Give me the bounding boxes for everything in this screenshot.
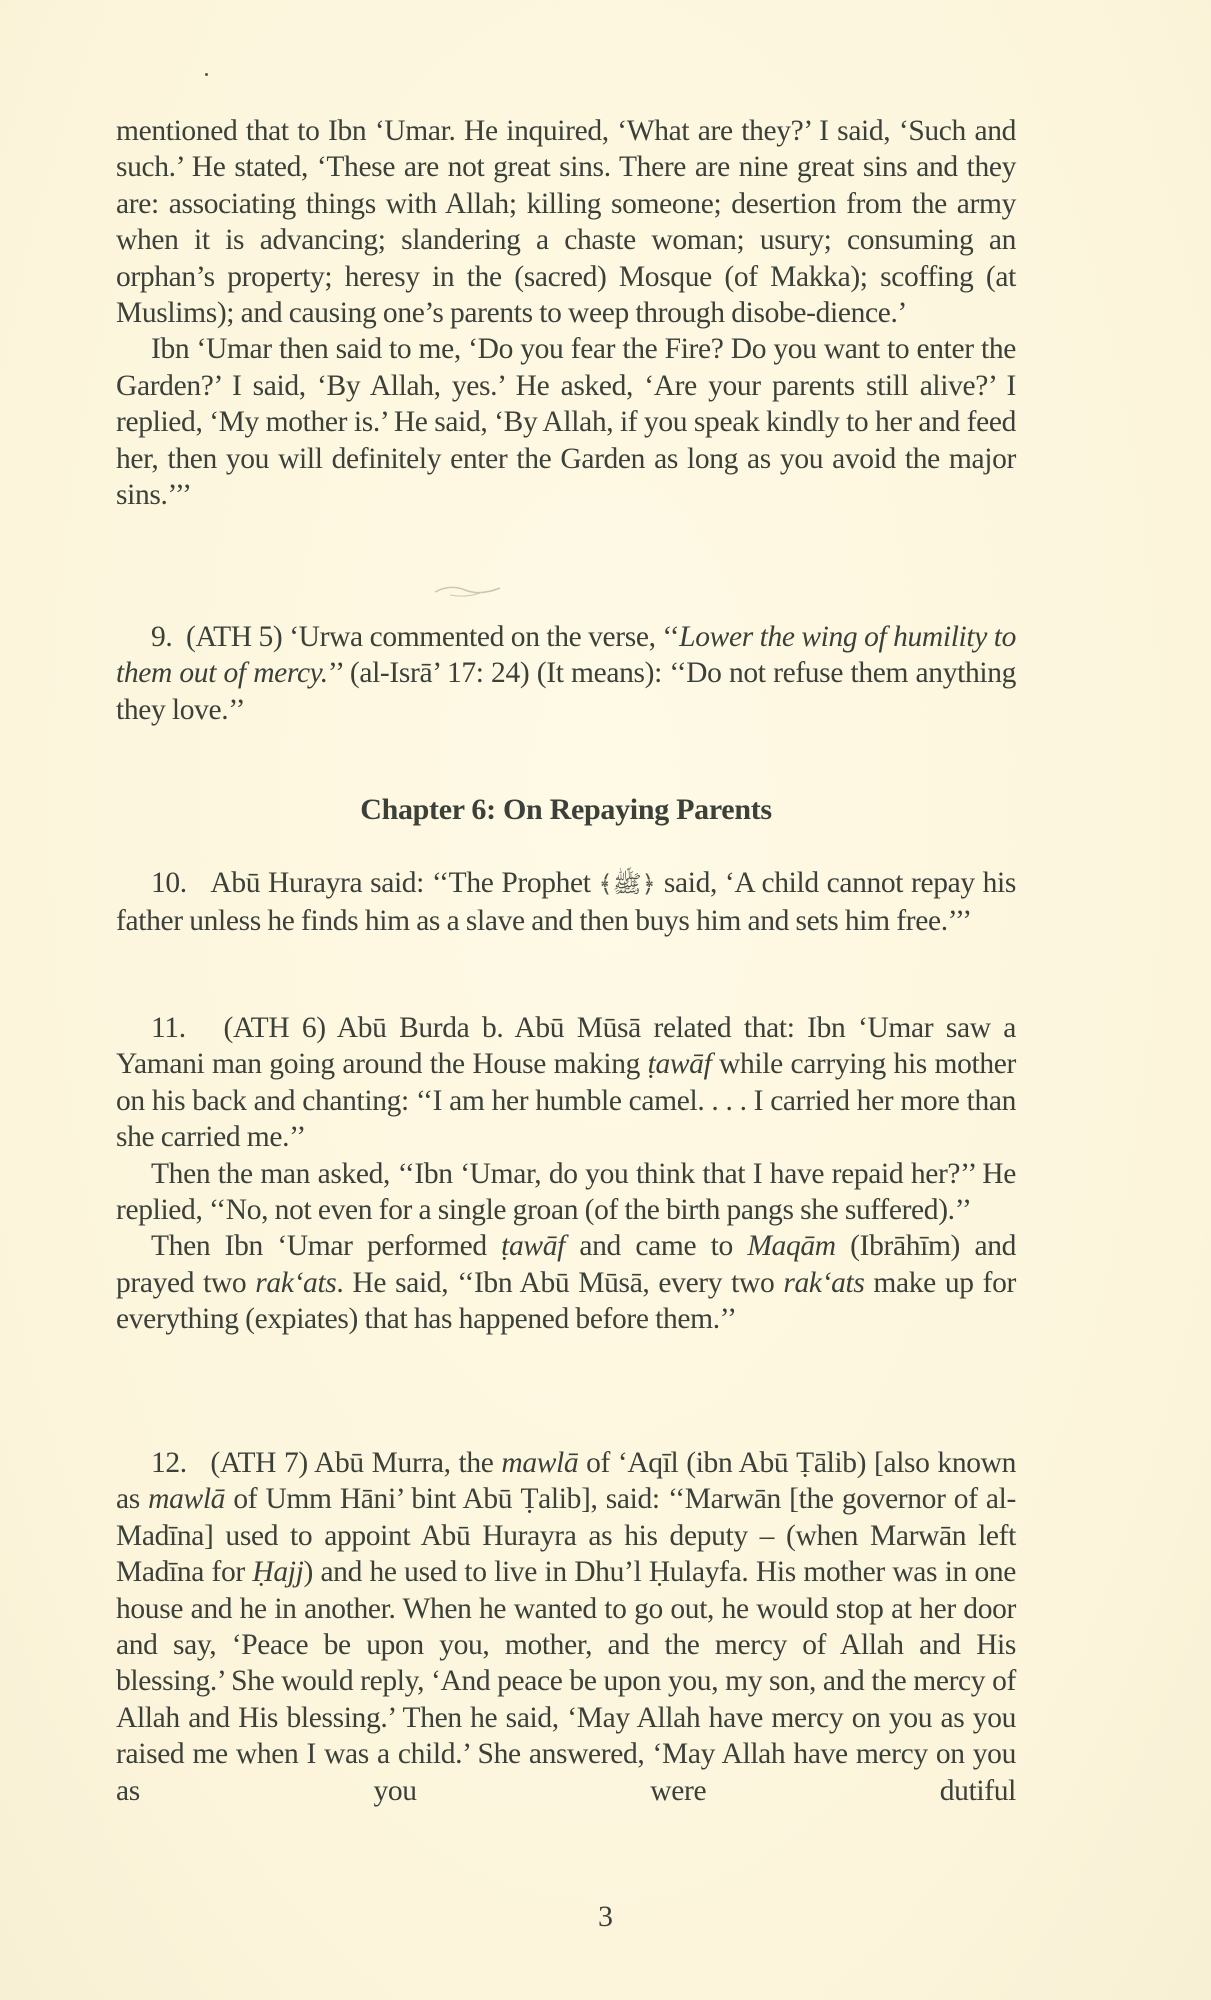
- term: ṭawāf: [501, 1230, 565, 1263]
- narration-text: ‘Urwa commented on the verse, ‘‘: [289, 621, 680, 653]
- narration-text: (Ibrāhīm) and prayed two: [116, 1230, 1016, 1299]
- narration-number: 11.: [151, 1012, 186, 1044]
- narration-reference: (ATH 7): [210, 1447, 308, 1479]
- narration-text: of ‘Aqīl (ibn Abū Ṭālib) [also known as: [116, 1447, 1016, 1516]
- narration-text: and came to: [564, 1230, 748, 1263]
- term: mawlā: [501, 1447, 579, 1479]
- narration-number: 9.: [151, 621, 173, 653]
- narration-text: Abū Burda b. Abū Mūsā related that: Ibn ‘Umar saw a Yamani man going around the House making: [116, 1012, 1016, 1081]
- narration-9: [116, 619, 1016, 728]
- narration-text: Abū Murra, the: [314, 1447, 502, 1479]
- page-speck: [205, 73, 208, 76]
- term: Maqām: [747, 1230, 836, 1263]
- quran-verse: Lower the wing of humility to them out of mercy.: [116, 621, 1017, 690]
- honorific-icon: ﴾ﷺ﴿: [598, 872, 656, 898]
- term: ṭawāf: [647, 1048, 712, 1081]
- narration-reference: (ATH 5): [185, 621, 283, 653]
- narration-text: ’’ (al-Isrā’ 17: 24) (It means): ‘‘Do not refuse them anything they love.’’: [116, 657, 1016, 726]
- narration-reference: (ATH 6): [223, 1012, 326, 1044]
- term: rak‘ats: [255, 1266, 337, 1299]
- narration-text: said, ‘A child cannot repay his father unless he finds him as a slave and then buys him and sets him free.’’’: [116, 867, 1016, 938]
- continuation-block: [116, 113, 1016, 513]
- narration-text: make up for everything (expiates) that has happened before them.’’: [116, 1266, 1016, 1336]
- term: rak‘ats: [783, 1266, 865, 1299]
- page-number: 3: [598, 1900, 613, 1933]
- narration-11-part-2: Then the man asked, ‘‘Ibn ‘Umar, do you think that I have repaid her?’’ He replied, ‘‘No, not even for a single groan (of the birth pangs she suffered).’’: [116, 1157, 1016, 1227]
- ornament-smudge: [430, 580, 510, 600]
- narration-number: 12.: [151, 1447, 187, 1479]
- chapter-heading: Chapter 6: On Repaying Parents: [360, 793, 772, 826]
- narration-12: [116, 1445, 1016, 1809]
- narration-text: of Umm Hāni’ bint Abū Ṭalib], said: ‘‘Marwān [the governor of al-Madīna] used to appoint Abū Hurayra as his deputy – (when Marwān left Madīna for: [116, 1483, 1016, 1589]
- term: Ḥajj: [252, 1556, 304, 1589]
- narration-text: Abū Hurayra said: ‘‘The Prophet: [210, 867, 591, 899]
- narration-text: . He said, ‘‘Ibn Abū Mūsā, every two: [336, 1266, 784, 1299]
- continuation-paragraph-2: Ibn ‘Umar then said to me, ‘Do you fear the Fire? Do you want to enter the Garden?’ I said, ‘By Allah, yes.’ He asked, ‘Are your parents still alive?’ I replied, ‘My mother is.’ He said, ‘By Allah, if you speak kindly to her and feed her, then you will definitely enter the Garden as long as you avoid the major sins.’’’: [116, 333, 1016, 512]
- narration-10: [116, 865, 1016, 940]
- narration-text: ) and he used to live in Dhu’l Ḥulayfa. His mother was in one house and he in another. When he wanted to go out, he would stop at her door and say, ‘Peace be upon you, mother, and the mercy of Allah and His blessing.’ She would reply, ‘And peace be upon you, my son, and the mercy of Allah and His blessing.’ Then he said, ‘May Allah have mercy on you as you raised me when I was a child.’ She answered, ‘May Allah have mercy on you as you were dutiful: [116, 1556, 1016, 1807]
- narration-number: 10.: [151, 867, 187, 899]
- narration-text: while carrying his mother on his back and chanting: ‘‘I am her humble camel. . . . I carried her more than she carried me.’’: [116, 1048, 1016, 1154]
- continuation-paragraph-1: mentioned that to Ibn ‘Umar. He inquired, ‘What are they?’ I said, ‘Such and such.’ He stated, ‘These are not great sins. There are nine great sins and they are: associating things with Allah; killing someone; desertion from the army when it is advancing; slandering a chaste woman; usury; consuming an orphan’s property; heresy in the (sacred) Mosque (of Makka); scoffing (at Muslims); and causing one’s parents to weep through disobe-dience.’: [116, 115, 1016, 330]
- term: mawlā: [148, 1483, 226, 1516]
- narration-11: [116, 1010, 1016, 1338]
- narration-text: Then Ibn ‘Umar performed: [151, 1230, 502, 1263]
